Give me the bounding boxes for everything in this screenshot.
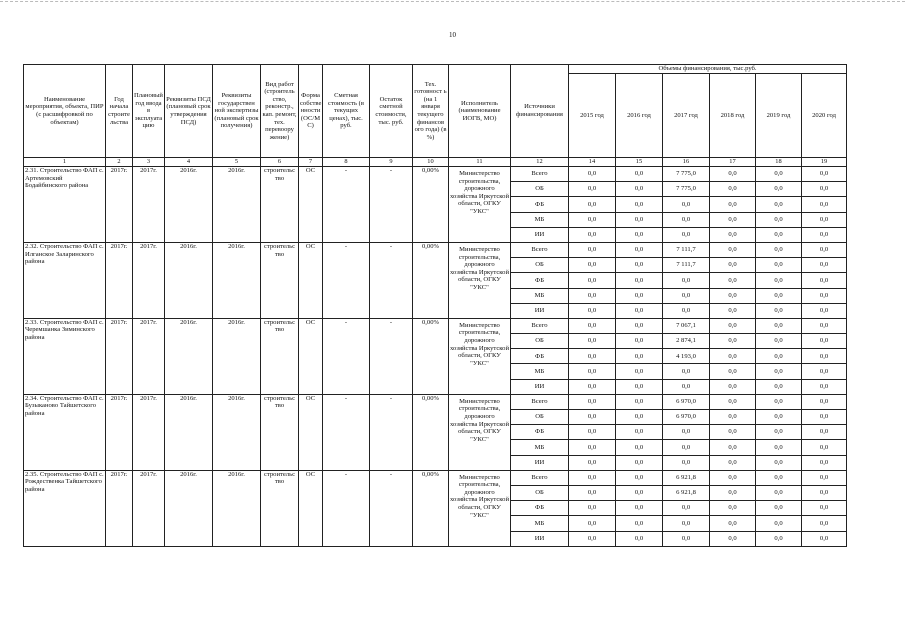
funding-source: Всего — [511, 242, 569, 257]
funding-value: 0,0 — [569, 182, 616, 197]
executor: Министерство строительства, дорожного хозяйства Иркутской области, ОГКУ "УКС" — [449, 470, 511, 546]
start-year: 2017г. — [106, 318, 133, 394]
funding-value: 0,0 — [802, 288, 847, 303]
funding-value: 0,0 — [569, 334, 616, 349]
funding-value: 0,0 — [756, 334, 802, 349]
plan-year: 2017г. — [133, 470, 165, 546]
funding-value: 0,0 — [802, 455, 847, 470]
object-name: 2.35. Строительство ФАП с. Рождественка Тайшетского района — [24, 470, 106, 546]
funding-value: 0,0 — [616, 227, 663, 242]
funding-value: 0,0 — [616, 410, 663, 425]
funding-value: 7 775,0 — [663, 167, 710, 182]
funding-value: 0,0 — [569, 242, 616, 257]
header-row-1 — [24, 65, 847, 74]
funding-value: 0,0 — [802, 425, 847, 440]
funding-value: 0,0 — [569, 531, 616, 546]
funding-value: 0,0 — [569, 485, 616, 500]
funding-value: 0,0 — [569, 364, 616, 379]
object-name: 2.34. Строительство ФАП с. Бузыканово Тайшетского района — [24, 394, 106, 470]
funding-value: 0,0 — [802, 531, 847, 546]
funding-source: ФБ — [511, 501, 569, 516]
funding-value: 0,0 — [802, 227, 847, 242]
funding-value: 0,0 — [616, 379, 663, 394]
executor: Министерство строительства, дорожного хозяйства Иркутской области, ОГКУ "УКС" — [449, 167, 511, 243]
remainder-cost: - — [370, 394, 413, 470]
scan-edge-line — [0, 1, 905, 5]
funding-value: 6 970,0 — [663, 410, 710, 425]
funding-value: 0,0 — [663, 425, 710, 440]
funding-value: 0,0 — [569, 227, 616, 242]
funding-source: ОБ — [511, 182, 569, 197]
start-year: 2017г. — [106, 470, 133, 546]
remainder-cost: - — [370, 470, 413, 546]
funding-value: 0,0 — [756, 501, 802, 516]
readiness: 0,00% — [413, 470, 449, 546]
funding-value: 0,0 — [663, 303, 710, 318]
expertise-date: 2016г. — [213, 470, 261, 546]
column-number: 7 — [299, 158, 323, 167]
work-type: строительс тво — [261, 318, 299, 394]
object-name: 2.32. Строительство ФАП с. Илганское Заларинского района — [24, 242, 106, 318]
funding-source: МБ — [511, 440, 569, 455]
funding-value: 0,0 — [569, 470, 616, 485]
column-number: 1 — [24, 158, 106, 167]
column-number: 16 — [663, 158, 710, 167]
funding-value: 0,0 — [663, 288, 710, 303]
funding-value: 0,0 — [710, 455, 756, 470]
funding-value: 0,0 — [663, 273, 710, 288]
funding-value: 0,0 — [710, 501, 756, 516]
funding-value: 0,0 — [569, 273, 616, 288]
object-name: 2.31. Строительство ФАП с. Артемовский Бодайбинского района — [24, 167, 106, 243]
table-row — [24, 470, 847, 485]
funding-value: 0,0 — [663, 440, 710, 455]
funding-source: Всего — [511, 167, 569, 182]
funding-value: 0,0 — [616, 349, 663, 364]
funding-source: Всего — [511, 470, 569, 485]
funding-value: 0,0 — [569, 410, 616, 425]
funding-value: 0,0 — [710, 303, 756, 318]
funding-value: 0,0 — [710, 394, 756, 409]
funding-value: 0,0 — [802, 167, 847, 182]
funding-value: 0,0 — [756, 182, 802, 197]
header-year-2015: 2015 год — [569, 74, 616, 158]
column-number: 19 — [802, 158, 847, 167]
plan-year: 2017г. — [133, 167, 165, 243]
psd-date: 2016г. — [165, 470, 213, 546]
funding-value: 0,0 — [569, 440, 616, 455]
funding-value: 0,0 — [710, 349, 756, 364]
funding-source: ИИ — [511, 303, 569, 318]
funding-source: ОБ — [511, 485, 569, 500]
header-remainder: Остаток сметной стоимости, тыс. руб. — [370, 65, 413, 158]
funding-value: 0,0 — [756, 227, 802, 242]
funding-value: 0,0 — [756, 531, 802, 546]
column-number: 4 — [165, 158, 213, 167]
funding-source: ИИ — [511, 455, 569, 470]
column-number: 10 — [413, 158, 449, 167]
expertise-date: 2016г. — [213, 167, 261, 243]
header-year-2019: 2019 год — [756, 74, 802, 158]
column-number: 2 — [106, 158, 133, 167]
funding-value: 0,0 — [569, 516, 616, 531]
start-year: 2017г. — [106, 394, 133, 470]
ownership: ОС — [299, 470, 323, 546]
work-type: строительс тво — [261, 394, 299, 470]
header-year-2016: 2016 год — [616, 74, 663, 158]
work-type: строительс тво — [261, 242, 299, 318]
estimate-cost: - — [323, 242, 370, 318]
readiness: 0,00% — [413, 394, 449, 470]
funding-value: 0,0 — [710, 197, 756, 212]
funding-value: 0,0 — [756, 258, 802, 273]
remainder-cost: - — [370, 318, 413, 394]
funding-source: МБ — [511, 288, 569, 303]
funding-value: 0,0 — [756, 379, 802, 394]
funding-value: 0,0 — [802, 501, 847, 516]
funding-value: 0,0 — [710, 516, 756, 531]
funding-value: 0,0 — [710, 318, 756, 333]
funding-source: МБ — [511, 516, 569, 531]
funding-value: 0,0 — [802, 516, 847, 531]
funding-value: 0,0 — [756, 303, 802, 318]
funding-source: ФБ — [511, 425, 569, 440]
funding-value: 0,0 — [569, 303, 616, 318]
funding-value: 6 970,0 — [663, 394, 710, 409]
column-number: 18 — [756, 158, 802, 167]
ownership: ОС — [299, 394, 323, 470]
funding-source: МБ — [511, 364, 569, 379]
funding-value: 0,0 — [802, 212, 847, 227]
header-ownership: Форма собстве нности (ОС/М С) — [299, 65, 323, 158]
work-type: строительс тво — [261, 470, 299, 546]
funding-value: 7 775,0 — [663, 182, 710, 197]
funding-value: 0,0 — [616, 318, 663, 333]
funding-value: 0,0 — [569, 197, 616, 212]
funding-value: 0,0 — [756, 273, 802, 288]
header-estimate: Сметная стоимость (в текущих ценах), тыс. руб. — [323, 65, 370, 158]
funding-source: ОБ — [511, 258, 569, 273]
header-year-2017: 2017 год — [663, 74, 710, 158]
header-year-2020: 2020 год — [802, 74, 847, 158]
funding-value: 0,0 — [616, 258, 663, 273]
funding-value: 0,0 — [756, 470, 802, 485]
plan-year: 2017г. — [133, 394, 165, 470]
funding-value: 6 921,8 — [663, 470, 710, 485]
funding-value: 0,0 — [616, 242, 663, 257]
funding-value: 0,0 — [756, 167, 802, 182]
funding-value: 0,0 — [710, 182, 756, 197]
column-number-row — [24, 158, 847, 167]
expertise-date: 2016г. — [213, 318, 261, 394]
funding-value: 0,0 — [756, 440, 802, 455]
funding-value: 0,0 — [616, 470, 663, 485]
funding-value: 0,0 — [616, 485, 663, 500]
table-body — [24, 167, 847, 547]
funding-value: 0,0 — [802, 303, 847, 318]
funding-value: 0,0 — [663, 227, 710, 242]
remainder-cost: - — [370, 167, 413, 243]
plan-year: 2017г. — [133, 318, 165, 394]
funding-value: 0,0 — [710, 167, 756, 182]
funding-value: 0,0 — [569, 425, 616, 440]
funding-value: 0,0 — [710, 288, 756, 303]
ownership: ОС — [299, 167, 323, 243]
funding-value: 0,0 — [802, 364, 847, 379]
header-name: Наименование мероприятия, объекта, ПИР (с расшифровкой по объектам) — [24, 65, 106, 158]
funding-value: 0,0 — [663, 455, 710, 470]
funding-value: 7 111,7 — [663, 242, 710, 257]
column-number: 11 — [449, 158, 511, 167]
funding-source: ИИ — [511, 531, 569, 546]
header-funding-group: Объемы финансирования, тыс.руб. — [569, 65, 847, 74]
column-number: 8 — [323, 158, 370, 167]
funding-value: 0,0 — [802, 273, 847, 288]
readiness: 0,00% — [413, 167, 449, 243]
column-number: 17 — [710, 158, 756, 167]
funding-value: 0,0 — [756, 212, 802, 227]
funding-value: 0,0 — [756, 455, 802, 470]
start-year: 2017г. — [106, 167, 133, 243]
table-row — [24, 242, 847, 257]
funding-value: 0,0 — [569, 318, 616, 333]
funding-value: 7 067,1 — [663, 318, 710, 333]
column-number: 15 — [616, 158, 663, 167]
expertise-date: 2016г. — [213, 242, 261, 318]
table-row — [24, 318, 847, 333]
funding-value: 0,0 — [710, 258, 756, 273]
funding-value: 0,0 — [710, 531, 756, 546]
header-work-type: Вид работ (строитель ство, реконстр., кап. ремонт, тех. перевоору жение) — [261, 65, 299, 158]
funding-value: 0,0 — [802, 379, 847, 394]
funding-value: 0,0 — [616, 516, 663, 531]
funding-value: 0,0 — [616, 212, 663, 227]
funding-value: 0,0 — [569, 501, 616, 516]
funding-value: 0,0 — [756, 516, 802, 531]
funding-value: 0,0 — [616, 531, 663, 546]
table-row — [24, 167, 847, 182]
funding-value: 0,0 — [569, 379, 616, 394]
work-type: строительс тво — [261, 167, 299, 243]
header-executor: Исполнитель (наименование ИОГВ, МО) — [449, 65, 511, 158]
funding-value: 0,0 — [569, 212, 616, 227]
column-number: 5 — [213, 158, 261, 167]
funding-value: 0,0 — [710, 485, 756, 500]
funding-value: 0,0 — [663, 516, 710, 531]
funding-value: 0,0 — [710, 273, 756, 288]
psd-date: 2016г. — [165, 167, 213, 243]
funding-value: 0,0 — [616, 334, 663, 349]
column-number: 12 — [511, 158, 569, 167]
psd-date: 2016г. — [165, 318, 213, 394]
funding-source: ОБ — [511, 410, 569, 425]
funding-value: 0,0 — [802, 485, 847, 500]
column-number: 9 — [370, 158, 413, 167]
funding-value: 0,0 — [616, 455, 663, 470]
funding-value: 0,0 — [802, 394, 847, 409]
funding-value: 0,0 — [756, 425, 802, 440]
funding-value: 0,0 — [756, 288, 802, 303]
funding-value: 0,0 — [616, 273, 663, 288]
header-psd: Реквизиты ПСД (плановый срок утверждения ПСД) — [165, 65, 213, 158]
funding-value: 0,0 — [710, 242, 756, 257]
funding-value: 0,0 — [802, 242, 847, 257]
start-year: 2017г. — [106, 242, 133, 318]
funding-value: 0,0 — [756, 394, 802, 409]
funding-value: 0,0 — [710, 212, 756, 227]
estimate-cost: - — [323, 167, 370, 243]
funding-value: 0,0 — [756, 364, 802, 379]
funding-value: 0,0 — [802, 258, 847, 273]
header-plan-year: Плановый год ввода в эксплуата цию — [133, 65, 165, 158]
funding-source: ОБ — [511, 334, 569, 349]
funding-value: 0,0 — [616, 394, 663, 409]
table-row — [24, 394, 847, 409]
funding-value: 0,0 — [616, 197, 663, 212]
executor: Министерство строительства, дорожного хозяйства Иркутской области, ОГКУ "УКС" — [449, 318, 511, 394]
executor: Министерство строительства, дорожного хозяйства Иркутской области, ОГКУ "УКС" — [449, 394, 511, 470]
funding-value: 0,0 — [663, 379, 710, 394]
expertise-date: 2016г. — [213, 394, 261, 470]
estimate-cost: - — [323, 394, 370, 470]
funding-value: 0,0 — [569, 349, 616, 364]
funding-value: 0,0 — [802, 349, 847, 364]
funding-value: 4 193,0 — [663, 349, 710, 364]
readiness: 0,00% — [413, 242, 449, 318]
ownership: ОС — [299, 318, 323, 394]
funding-source: МБ — [511, 212, 569, 227]
header-start-year: Год начала строите льства — [106, 65, 133, 158]
header-sources: Источники финансирования — [511, 65, 569, 158]
funding-value: 0,0 — [569, 167, 616, 182]
psd-date: 2016г. — [165, 394, 213, 470]
header-expertise: Реквизиты государствен ной экспертизы (плановый срок получения) — [213, 65, 261, 158]
funding-value: 6 921,8 — [663, 485, 710, 500]
funding-value: 0,0 — [710, 410, 756, 425]
funding-value: 0,0 — [710, 379, 756, 394]
funding-value: 0,0 — [710, 364, 756, 379]
funding-value: 0,0 — [802, 318, 847, 333]
funding-value: 0,0 — [756, 349, 802, 364]
funding-value: 0,0 — [569, 288, 616, 303]
funding-value: 0,0 — [710, 425, 756, 440]
executor: Министерство строительства, дорожного хозяйства Иркутской области, ОГКУ "УКС" — [449, 242, 511, 318]
funding-source: ИИ — [511, 227, 569, 242]
funding-value: 0,0 — [802, 334, 847, 349]
column-number: 14 — [569, 158, 616, 167]
funding-value: 0,0 — [802, 197, 847, 212]
funding-value: 0,0 — [710, 440, 756, 455]
column-number: 6 — [261, 158, 299, 167]
object-name: 2.33. Строительство ФАП с. Черемшанка Зиминского района — [24, 318, 106, 394]
funding-value: 0,0 — [569, 455, 616, 470]
funding-value: 0,0 — [756, 242, 802, 257]
funding-value: 0,0 — [569, 394, 616, 409]
funding-value: 2 874,1 — [663, 334, 710, 349]
funding-value: 0,0 — [663, 364, 710, 379]
financing-table — [23, 64, 847, 547]
funding-value: 0,0 — [710, 227, 756, 242]
funding-value: 0,0 — [756, 197, 802, 212]
estimate-cost: - — [323, 470, 370, 546]
plan-year: 2017г. — [133, 242, 165, 318]
ownership: ОС — [299, 242, 323, 318]
funding-value: 0,0 — [616, 425, 663, 440]
header-readiness: Тех. готовност ь (на 1 января текущего финансов ого года) (в %) — [413, 65, 449, 158]
funding-value: 0,0 — [616, 364, 663, 379]
readiness: 0,00% — [413, 318, 449, 394]
funding-value: 0,0 — [616, 501, 663, 516]
column-number: 3 — [133, 158, 165, 167]
funding-source: ФБ — [511, 349, 569, 364]
psd-date: 2016г. — [165, 242, 213, 318]
page-number: 10 — [449, 31, 456, 39]
funding-value: 0,0 — [663, 197, 710, 212]
funding-value: 0,0 — [802, 410, 847, 425]
funding-source: ФБ — [511, 197, 569, 212]
funding-source: Всего — [511, 318, 569, 333]
funding-value: 0,0 — [663, 212, 710, 227]
funding-value: 0,0 — [616, 440, 663, 455]
funding-value: 0,0 — [663, 531, 710, 546]
funding-value: 0,0 — [756, 318, 802, 333]
funding-value: 0,0 — [802, 440, 847, 455]
funding-value: 0,0 — [616, 182, 663, 197]
funding-source: ФБ — [511, 273, 569, 288]
funding-value: 0,0 — [710, 470, 756, 485]
funding-value: 0,0 — [756, 485, 802, 500]
funding-value: 0,0 — [569, 258, 616, 273]
funding-value: 0,0 — [616, 303, 663, 318]
funding-value: 0,0 — [756, 410, 802, 425]
funding-source: Всего — [511, 394, 569, 409]
estimate-cost: - — [323, 318, 370, 394]
funding-value: 0,0 — [663, 501, 710, 516]
funding-value: 0,0 — [710, 334, 756, 349]
funding-value: 7 111,7 — [663, 258, 710, 273]
funding-source: ИИ — [511, 379, 569, 394]
remainder-cost: - — [370, 242, 413, 318]
header-year-2018: 2018 год — [710, 74, 756, 158]
funding-value: 0,0 — [802, 182, 847, 197]
funding-value: 0,0 — [802, 470, 847, 485]
funding-value: 0,0 — [616, 167, 663, 182]
funding-value: 0,0 — [616, 288, 663, 303]
